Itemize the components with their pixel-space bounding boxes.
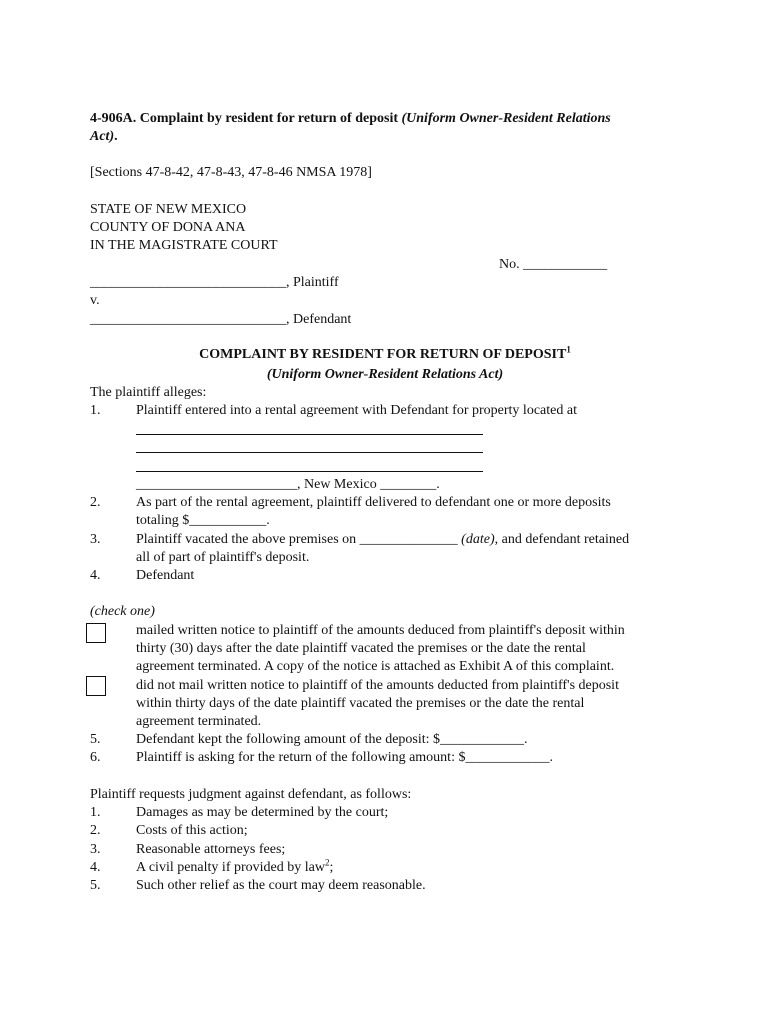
vacated-date-field[interactable]: Plaintiff vacated the above premises on ______________ bbox=[136, 532, 458, 547]
deposit-kept-field[interactable]: Defendant kept the following amount of the deposit: $____________. bbox=[136, 732, 528, 747]
item-2-text-line1: As part of the rental agreement, plaintiff delivered to defendant one or more deposits bbox=[136, 495, 611, 510]
plaintiff-field[interactable]: ____________________________, Plaintiff bbox=[90, 275, 339, 290]
form-heading bbox=[90, 110, 611, 128]
statute-sections: [Sections 47-8-42, 47-8-43, 47-8-46 NMSA 1978] bbox=[90, 165, 372, 180]
option-b-line3: agreement terminated. bbox=[136, 714, 262, 729]
versus-label: v. bbox=[90, 293, 100, 308]
option-a-line1: mailed written notice to plaintiff of the amounts deduced from plaintiff's deposit within bbox=[136, 623, 625, 638]
footnote-mark-1: 1 bbox=[566, 344, 571, 355]
civil-penalty-tail: ; bbox=[329, 860, 334, 875]
amount-requested-field[interactable]: Plaintiff is asking for the return of the following amount: $____________. bbox=[136, 750, 553, 765]
form-act-name: (Uniform Owner-Resident Relations bbox=[401, 111, 611, 126]
option-b-line1: did not mail written notice to plaintiff of the amounts deducted from plaintiff's deposit bbox=[136, 678, 619, 693]
option-mailed-notice-checkbox[interactable] bbox=[86, 623, 106, 643]
judgment-item-number: 2. bbox=[90, 823, 101, 838]
address-line-2[interactable] bbox=[136, 452, 483, 453]
court-name: IN THE MAGISTRATE COURT bbox=[90, 238, 278, 253]
civil-penalty-text: A civil penalty if provided by law bbox=[136, 860, 325, 875]
complaint-title bbox=[0, 346, 770, 364]
address-line-3[interactable] bbox=[136, 471, 483, 472]
option-a-line2: thirty (30) days after the date plaintiff vacated the premises or the date the rental bbox=[136, 641, 586, 656]
form-heading-period: . bbox=[114, 129, 118, 144]
item-3-text-line2: all of part of plaintiff's deposit. bbox=[136, 550, 310, 565]
complaint-subtitle: (Uniform Owner-Resident Relations Act) bbox=[266, 367, 504, 382]
item-1-text: Plaintiff entered into a rental agreement with Defendant for property located at bbox=[136, 403, 577, 418]
case-number-field[interactable]: No. ____________ bbox=[499, 257, 608, 272]
address-line-1[interactable] bbox=[136, 434, 483, 435]
item-6-number: 6. bbox=[90, 750, 101, 765]
judgment-intro: Plaintiff requests judgment against defendant, as follows: bbox=[90, 787, 412, 802]
form-heading-line2 bbox=[90, 128, 118, 146]
option-no-notice-checkbox[interactable] bbox=[86, 676, 106, 696]
deposit-total-field[interactable]: totaling $___________. bbox=[136, 513, 270, 528]
complaint-title-text: COMPLAINT BY RESIDENT FOR RETURN OF DEPOSIT bbox=[199, 347, 567, 362]
judgment-item-damages: Damages as may be determined by the court; bbox=[136, 805, 389, 820]
item-3-text-line1 bbox=[136, 531, 629, 549]
date-label: (date) bbox=[461, 532, 495, 547]
item-4-text: Defendant bbox=[136, 568, 195, 583]
judgment-item-number: 5. bbox=[90, 878, 101, 893]
check-one-label: (check one) bbox=[90, 604, 155, 619]
form-act-name-cont: Act) bbox=[90, 129, 115, 144]
item-5-number: 5. bbox=[90, 732, 101, 747]
judgment-item-civil-penalty bbox=[136, 859, 333, 877]
item-1-number: 1. bbox=[90, 403, 101, 418]
form-number-title: 4-906A. Complaint by resident for return of deposit bbox=[90, 111, 398, 126]
defendant-field[interactable]: ____________________________, Defendant bbox=[90, 312, 352, 327]
item-3-number: 3. bbox=[90, 532, 101, 547]
judgment-item-other-relief: Such other relief as the court may deem reasonable. bbox=[136, 878, 426, 893]
judgment-item-number: 4. bbox=[90, 860, 101, 875]
item-4-number: 4. bbox=[90, 568, 101, 583]
court-county: COUNTY OF DONA ANA bbox=[90, 220, 246, 235]
judgment-item-attorney-fees: Reasonable attorneys fees; bbox=[136, 842, 286, 857]
footnote-mark-2: 2 bbox=[324, 857, 330, 868]
allegations-intro: The plaintiff alleges: bbox=[90, 385, 207, 400]
item-3-text-tail: , and defendant retained bbox=[494, 532, 630, 547]
item-2-number: 2. bbox=[90, 495, 101, 510]
option-b-line2: within thirty days of the date plaintiff vacated the premises or the date the rental bbox=[136, 696, 585, 711]
judgment-item-number: 1. bbox=[90, 805, 101, 820]
judgment-item-number: 3. bbox=[90, 842, 101, 857]
judgment-item-costs: Costs of this action; bbox=[136, 823, 248, 838]
court-state: STATE OF NEW MEXICO bbox=[90, 202, 247, 217]
option-a-line3: agreement terminated. A copy of the notice is attached as Exhibit A of this complaint. bbox=[136, 659, 615, 674]
address-city-state-field[interactable]: _______________________, New Mexico ________. bbox=[136, 477, 440, 492]
